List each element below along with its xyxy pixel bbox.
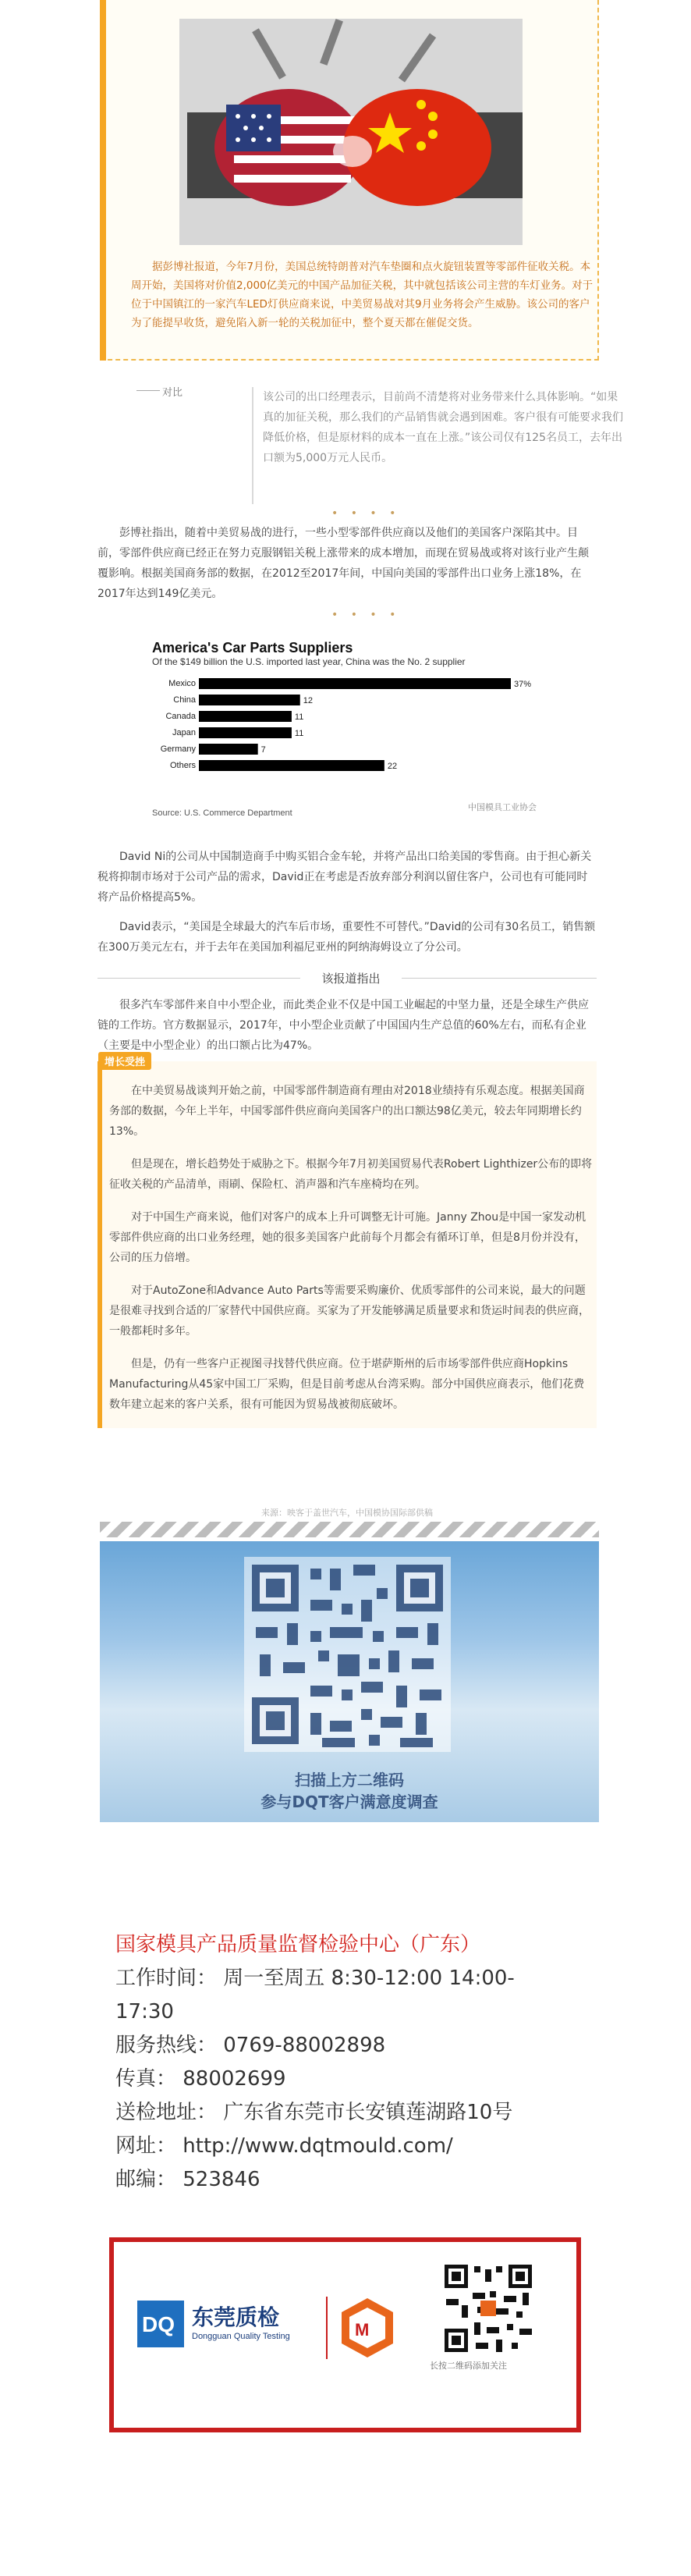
category-label: Others: [169, 761, 196, 770]
survey-line-1: 扫描上方二维码: [295, 1771, 404, 1789]
stripe-divider: [100, 1522, 599, 1537]
hero-image: [179, 19, 523, 245]
bar: [199, 711, 292, 722]
footer-banner: [109, 2237, 581, 2432]
value-label: 12: [303, 696, 313, 705]
category-label: Canada: [165, 712, 196, 721]
bar: [199, 760, 384, 771]
separator-dots: • • • •: [331, 609, 401, 621]
mould-logo-icon: [340, 2297, 395, 2359]
category-label: China: [173, 695, 196, 705]
paragraph-2: David Ni的公司从中国制造商手中购买铝合金车轮，并将产品出口给美国的零售商。由于担心新关税将抑制市场对于公司产品的需求，David正在考虑是否放弃部分利润以留住客户，公司也有可能同时将产品价格提高5%。: [97, 851, 592, 904]
value-label: 11: [294, 729, 304, 738]
section-rule-left: [97, 978, 300, 979]
quote-text: 该公司的出口经理表示，目前尚不清楚将对业务带来什么具体影响。“如果真的加征关税，那么我们的产品销售就会遇到困难。客户很有可能要求我们降低价格，但是原材料的成本一直在上涨。”该公司仅有125名员工，去年出口额为5,000万元人民币。: [252, 387, 625, 504]
bar: [199, 695, 300, 705]
quote-divider: [136, 390, 160, 391]
value-label: 11: [294, 712, 304, 722]
contact-hours: 工作时间： 周一至周五 8:30-12:00 14:00-: [115, 1967, 515, 1990]
contact-fax: 传真： 88002699: [115, 2067, 286, 2091]
bar: [199, 727, 292, 738]
survey-banner: [100, 1541, 599, 1822]
dqt-logo-icon: [137, 2301, 184, 2347]
qr-code-icon: [244, 1557, 451, 1752]
contact-hotline[interactable]: 服务热线： 0769-88002898: [115, 2034, 386, 2057]
survey-line-2: 参与DQT客户满意度调查: [260, 1793, 438, 1811]
growth-badge: 增长受挫: [98, 1052, 151, 1070]
brand-cn: 东莞质检: [192, 2304, 280, 2330]
contact-org: 国家模具产品质量监督检验中心（广东）: [115, 1933, 481, 1956]
section-title: 该报道指出: [321, 972, 381, 986]
growth-paragraph: 对于AutoZone和Advance Auto Parts等需要采购廉价、优质零部件的公司来说，最大的问题是很难寻找到合适的厂家替代中国供应商。买家为了开发能够满足质量要求和货运时间表的供应商，一般都耗时多年。: [109, 1284, 590, 1338]
contact-postcode: 邮编： 523846: [115, 2168, 260, 2191]
footer-divider: [326, 2297, 328, 2359]
boxing-gloves-image: [179, 19, 523, 245]
qr-code-icon: [441, 2262, 535, 2355]
chart-subtitle: Of the $149 billion the U.S. imported last year, China was the No. 2 supplier: [152, 656, 466, 667]
growth-paragraphs: [109, 1081, 593, 1415]
bar: [199, 678, 511, 689]
svg-text:DQ: DQ: [142, 2312, 175, 2336]
section-rule-right: [402, 978, 597, 979]
category-label: Mexico: [168, 679, 196, 688]
source-credit: 来源：映客于盖世汽车，中国模协国际部供稿: [261, 1508, 433, 1518]
chart-panel: [152, 640, 573, 819]
bar-chart: [152, 672, 573, 789]
chart-title: America's Car Parts Suppliers: [152, 640, 353, 656]
footer-qr-code[interactable]: [441, 2262, 535, 2355]
paragraph-3: David表示，“美国是全球最大的汽车后市场，重要性不可替代。”David的公司有30名员工，销售额在300万美元左右，并于去年在美国加利福尼亚州的阿纳海姆设立了分公司。: [97, 921, 596, 954]
value-label: 37%: [514, 680, 532, 689]
intro-paragraph: 据彭博社报道，今年7月份，美国总统特朗普对汽车垫圈和点火旋钮装置等零部件征收关税。本周开始，美国将对价值2,000亿美元的中国产品加征关税，其中就包括该公司主营的车灯业务。对于位于中国镇江的一家汽车LED灯供应商来说，中美贸易战对其9月业务将会产生威胁。该公司的客户为了能提早收货，避免陷入新一轮的关税加征中，整个夏天都在催促交货。: [131, 261, 594, 329]
bar: [199, 744, 258, 755]
value-label: 7: [260, 745, 266, 755]
category-label: Germany: [160, 744, 196, 754]
paragraph-1: 彭博社指出，随着中美贸易战的进行，一些小型零部件供应商以及他们的美国客户深陷其中。目前，零部件供应商已经正在努力克服钢铝关税上涨带来的成本增加，而现在贸易战或将对该行业产生颠覆影响。根据美国商务部的数据，在2012至2017年间，中国向美国的零部件出口业务上涨18%，在2017年达到149亿美元。: [97, 527, 589, 600]
growth-paragraph: 对于中国生产商来说，他们对客户的成本上升可调整无计可施。Janny Zhou是中国一家发动机零部件供应商的出口业务经理，她的很多美国客户此前每个月都会有循环订单，但是8月份并没有，公司的压力倍增。: [109, 1211, 586, 1264]
svg-text:M: M: [355, 2320, 370, 2340]
contact-website[interactable]: 网址： http://www.dqtmould.com/: [115, 2134, 453, 2158]
survey-qr-code[interactable]: [244, 1557, 451, 1752]
growth-paragraph: 在中美贸易战谈判开始之前，中国零部件制造商有理由对2018业绩持有乐观态度。根据美国商务部的数据，今年上半年，中国零部件供应商向美国客户的出口额达98亿美元，较去年同期增长约13%。: [109, 1085, 585, 1138]
paragraph-4: 很多汽车零部件来自中小型企业，而此类企业不仅是中国工业崛起的中坚力量，还是全球生产供应链的工作坊。官方数据显示，2017年，中小型企业贡献了中国国内生产总值的60%左右，而私有企业（主要是中小型企业）的出口额占比为47%。: [97, 999, 589, 1052]
growth-paragraph: 但是，仍有一些客户正视图寻找替代供应商。位于堪萨斯州的后市场零部件供应商Hopkins Manufacturing从45家中国工厂采购，但是目前考虑从台湾采购。部分中国供应商表示，他们花费数年建立起来的客户关系，很有可能因为贸易战被彻底破坏。: [109, 1358, 585, 1411]
qr-hint: 长按二维码添加关注: [430, 2361, 507, 2371]
growth-paragraph: 但是现在，增长趋势处于威胁之下。根据今年7月初美国贸易代表Robert Lighthizer公布的即将征收关税的产品清单，雨刷、保险杠、消声器和汽车座椅均在列。: [109, 1158, 593, 1191]
chart-source: Source: U.S. Commerce Department: [152, 808, 292, 818]
brand-en: Dongguan Quality Testing: [192, 2332, 290, 2341]
separator-dots: • • • •: [331, 507, 401, 520]
contact-address: 送检地址： 广东省东莞市长安镇莲湖路10号: [115, 2101, 513, 2124]
chart-watermark: 中国模具工业协会: [468, 803, 537, 812]
value-label: 22: [387, 762, 398, 771]
intro-accent-bar: [100, 0, 106, 361]
quote-label: 对比: [162, 387, 183, 399]
category-label: Japan: [172, 728, 196, 737]
contact-hours-end: 17:30: [115, 2000, 174, 2023]
